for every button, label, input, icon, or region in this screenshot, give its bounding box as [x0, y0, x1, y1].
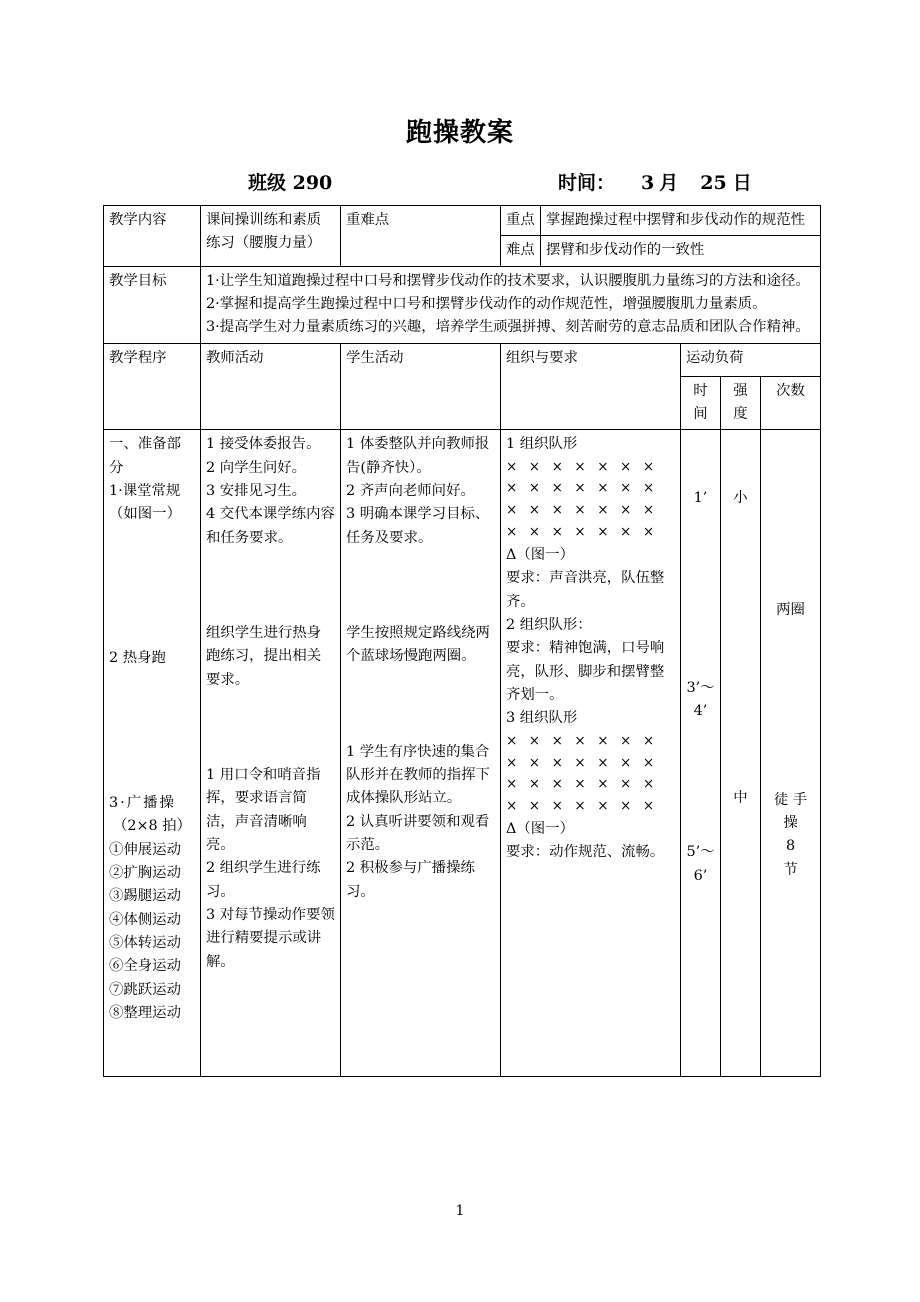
student-line: 学生按照规定路线绕两个蓝球场慢跑两圈。 [346, 624, 490, 665]
difficulty-label: 难点 [501, 236, 541, 266]
teacher-line: 4 交代本课学练内容和任务要求。 [206, 506, 335, 546]
objective-item-2: 2·掌握和提高学生跑操过程中口号和摆臂步伐动作的动作规范性，增强腰腹肌力量素质。 [206, 295, 767, 312]
cell-student-activity [341, 430, 501, 1077]
table-row-content [104, 206, 821, 236]
count-value: 节 [783, 861, 798, 878]
formation-row: × × × × × × × [506, 458, 658, 475]
exercise-item: ①伸展运动 [109, 841, 181, 858]
teacher-line: 1 用口令和哨音指挥，要求语言简洁，声音清晰响亮。 [206, 766, 321, 853]
student-line: 1 体委整队并向教师报告(静齐快）。 [346, 436, 490, 476]
page-title: 跑操教案 [405, 118, 514, 148]
exercise-item: ③踢腿运动 [109, 888, 181, 905]
objective-item-3: 3·提高学生对力量素质练习的兴趣，培养学生顽强拼搏、刻苦耐劳的意志品质和团队合作精神。 [206, 319, 810, 336]
formation-row: × × × × × × × [506, 754, 658, 771]
student-line: 1 学生有序快速的集合队形并在教师的指挥下成体操队形站立。 [346, 743, 490, 807]
procedure-item3-line1: 3·广播操 [109, 794, 176, 811]
formation-row: × × × × × × × [506, 502, 658, 519]
formation-row: × × × × × × × [506, 798, 658, 815]
page-number: 1 [455, 1203, 465, 1219]
cell-load-intensity [721, 430, 761, 1077]
header-time [681, 376, 721, 430]
procedure-exercise-list [109, 839, 195, 1026]
intensity-spacer-2 [726, 511, 755, 787]
content-value: 课间操训练和素质练习（腰腹力量） [201, 206, 341, 267]
document-meta [103, 168, 820, 198]
student-line: 3 明确本课学习目标、任务及要求。 [346, 506, 490, 546]
exercise-item: ②扩胸运动 [109, 864, 181, 881]
header-intensity [721, 376, 761, 430]
org-block2-requirement: 要求：精神饱满，口号响亮，队形、脚步和摆臂整齐划一。 [506, 640, 665, 704]
procedure-spacer-1 [109, 527, 195, 647]
formation-row: × × × × × × × [506, 732, 658, 749]
day-unit: 日 [732, 172, 752, 194]
month-unit: 月 [659, 172, 679, 194]
student-line: 2 认真听讲要领和观看示范。 [346, 813, 490, 853]
intensity-spacer-1 [726, 433, 755, 487]
table-header-row [104, 343, 821, 376]
teacher-line: 1 接受体委报告。 [206, 436, 321, 453]
procedure-spacer-2 [109, 670, 195, 792]
teacher-line: 3 安排见习生。 [206, 482, 307, 499]
student-spacer-1 [346, 550, 495, 622]
procedure-item1-line1: 1·课堂常规 [109, 482, 181, 499]
class-label: 班级 290 [248, 172, 333, 194]
count-value: 8 [785, 838, 796, 855]
teacher-line: 3 对每节操动作要领进行精要提示或讲解。 [206, 906, 335, 970]
cell-load-time [681, 430, 721, 1077]
header-load: 运动负荷 [681, 343, 821, 376]
org-block3-title: 3 组织队形 [506, 710, 578, 727]
student-spacer-2 [346, 669, 495, 741]
header-intensity-text: 强度 [733, 382, 748, 422]
header-time-text: 时间 [693, 382, 708, 422]
procedure-item3-line2: （2×8 拍） [112, 818, 192, 835]
teacher-spacer-1 [206, 550, 335, 622]
exercise-item: ④体侧运动 [109, 911, 181, 928]
time-spacer-3 [686, 723, 715, 841]
org-block3-requirement: 要求：动作规范、流畅。 [506, 844, 665, 861]
time-value: 4’ [693, 702, 708, 719]
time-value: 6’ [693, 867, 708, 884]
student-line: 2 齐声向老师问好。 [346, 482, 475, 499]
cell-teacher-activity [201, 430, 341, 1077]
time-spacer-1 [686, 433, 715, 487]
exercise-item: ⑤体转运动 [109, 934, 181, 951]
teacher-position-marker: Δ（图一） [506, 547, 574, 564]
count-value: 徒 手 [773, 791, 808, 808]
objective-item-1: 1·让学生知道跑操过程中口号和摆臂步伐动作的技术要求，认识腰腹肌力量练习的方法和途径。 [206, 272, 810, 289]
count-spacer-2 [766, 623, 815, 789]
org-block1-title: 1 组织队形 [506, 436, 578, 453]
teacher-line: 组织学生进行热身跑练习，提出相关要求。 [206, 624, 322, 688]
cell-procedure [104, 430, 201, 1077]
time-spacer-2 [686, 511, 715, 677]
date-group [558, 168, 752, 195]
content-label: 教学内容 [104, 206, 201, 267]
day-number: 25 [700, 172, 727, 194]
teacher-line: 2 组织学生进行练习。 [206, 860, 321, 900]
count-spacer-1 [766, 433, 815, 599]
formation-row: × × × × × × × [506, 480, 658, 497]
header-procedure: 教学程序 [104, 343, 201, 430]
procedure-item1-line2: （如图一） [109, 506, 181, 523]
student-line: 2 积极参与广播操练习。 [346, 860, 475, 900]
key-value: 掌握跑操过程中摆臂和步伐动作的规范性 [541, 206, 821, 236]
header-organization: 组织与要求 [501, 343, 681, 430]
header-count: 次数 [761, 376, 821, 430]
org-block1-requirement: 要求：声音洪亮，队伍整齐。 [506, 570, 665, 610]
teacher-line: 2 向学生问好。 [206, 459, 307, 476]
procedure-item2: 2 热身跑 [109, 649, 166, 666]
objectives-label: 教学目标 [104, 266, 201, 343]
table-row-body [104, 430, 821, 1077]
header-teacher-activity: 教师活动 [201, 343, 341, 430]
lesson-plan-table [103, 205, 821, 1077]
formation-row: × × × × × × × [506, 776, 658, 793]
time-value: 5’～ [686, 844, 715, 861]
count-value: 两圈 [776, 602, 805, 619]
intensity-value: 小 [733, 490, 748, 507]
key-label: 重点 [501, 206, 541, 236]
org-block2-title: 2 组织队形： [506, 617, 592, 634]
exercise-item: ⑥全身运动 [109, 958, 181, 975]
exercise-item: ⑦跳跃运动 [109, 981, 181, 998]
intensity-value: 中 [733, 789, 748, 806]
key-difficulty-label: 重难点 [341, 206, 501, 267]
header-student-activity: 学生活动 [341, 343, 501, 430]
time-label: 时间： [558, 172, 616, 194]
formation-row: × × × × × × × [506, 524, 658, 541]
teacher-spacer-2 [206, 692, 335, 764]
difficulty-value: 摆臂和步伐动作的一致性 [541, 236, 821, 266]
procedure-part-title: 一、准备部分 [109, 436, 181, 476]
time-value: 3’～ [686, 679, 715, 696]
cell-load-count [761, 430, 821, 1077]
cell-organization [501, 430, 681, 1077]
time-value: 1’ [693, 490, 708, 507]
count-value: 操 [783, 814, 798, 831]
objectives-value [201, 266, 821, 343]
teacher-position-marker: Δ（图一） [506, 821, 574, 838]
month-number: 3 [641, 172, 655, 194]
table-row-objectives [104, 266, 821, 343]
exercise-item: ⑧整理运动 [109, 1004, 181, 1021]
